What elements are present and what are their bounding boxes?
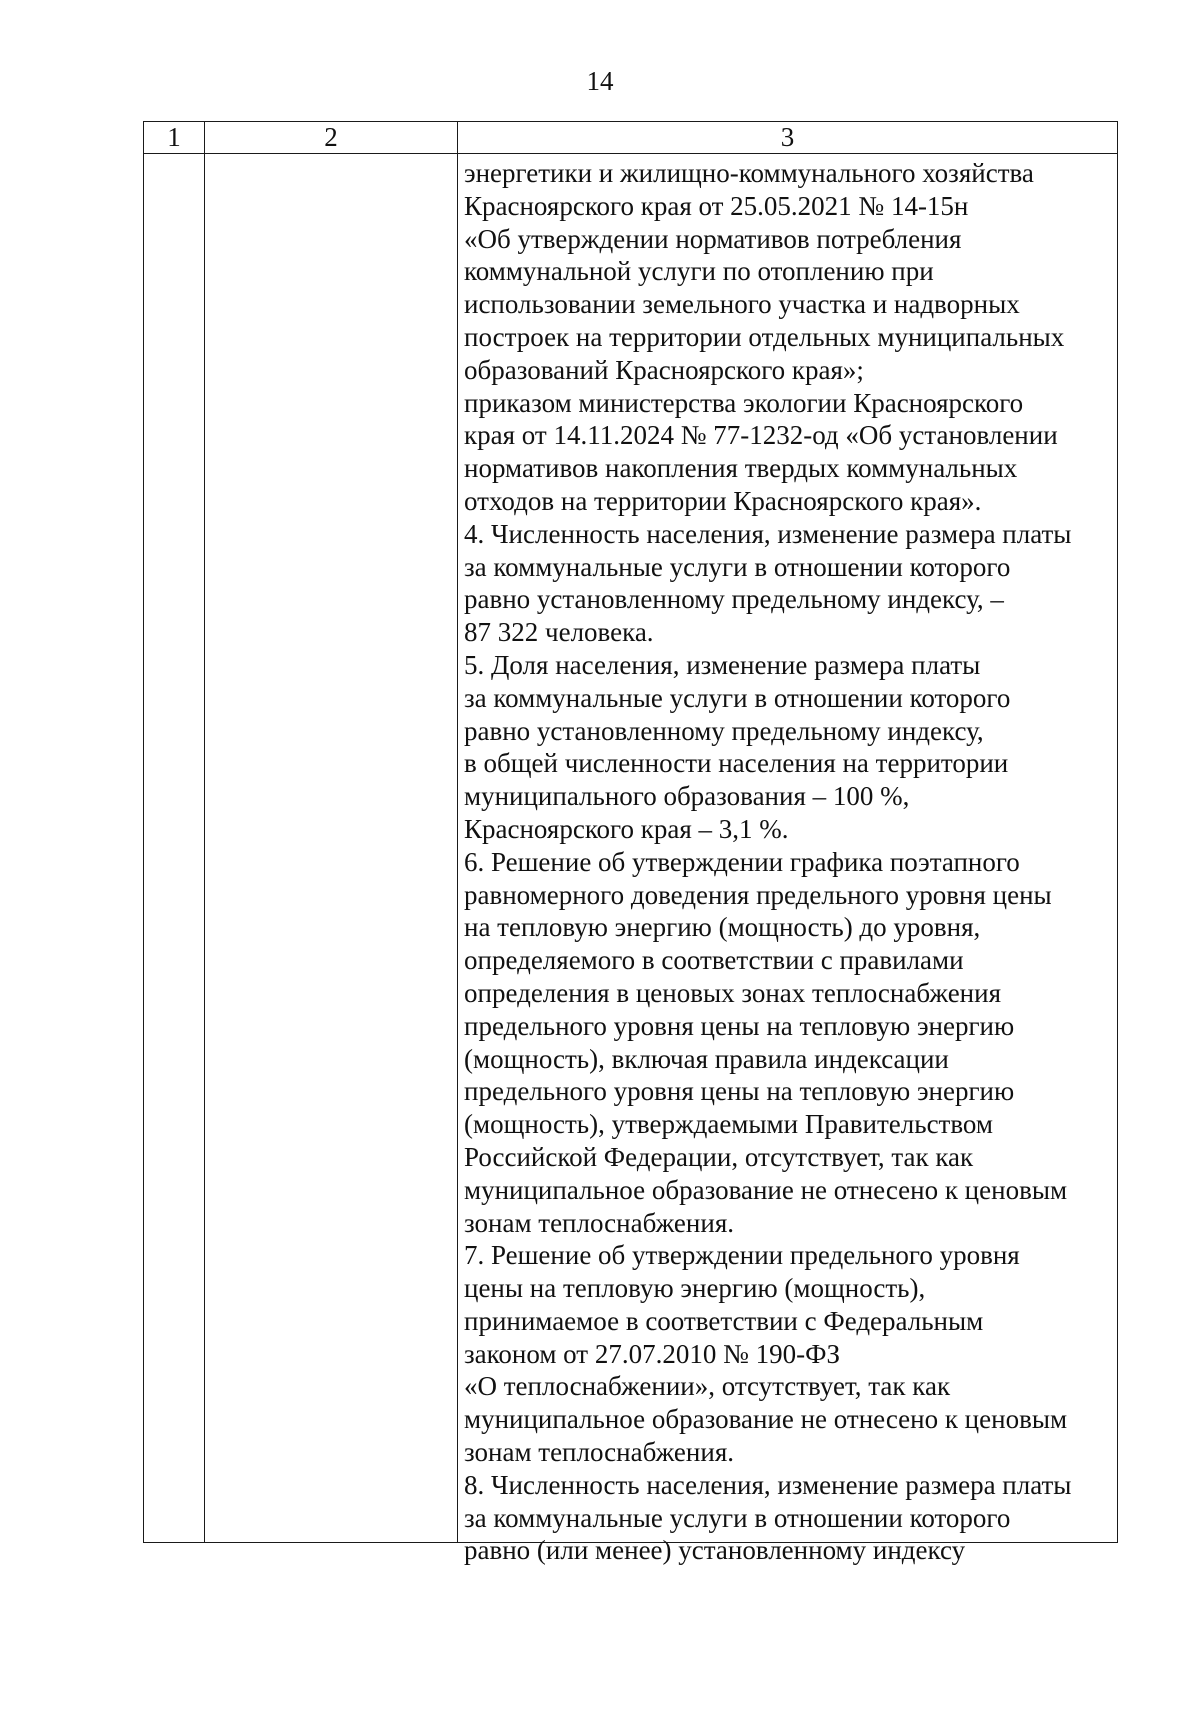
table-header-row	[144, 122, 1118, 154]
text-line: зонам теплоснабжения.	[464, 1207, 734, 1238]
text-line: приказом министерства экологии Красноярского	[464, 387, 1024, 418]
text-line: Красноярского края – 3,1 %.	[464, 813, 789, 844]
text-line: 5. Доля населения, изменение размера платы	[464, 649, 981, 680]
text-line: 6. Решение об утверждении графика поэтапного	[464, 846, 1020, 877]
text-line: за коммунальные услуги в отношении которого	[464, 551, 1011, 582]
text-line: предельного уровня цены на тепловую энергию	[464, 1010, 1015, 1041]
text-line: образований Красноярского края»;	[464, 354, 864, 385]
text-line: зонам теплоснабжения.	[464, 1437, 734, 1468]
text-line: коммунальной услуги по отоплению при	[464, 256, 934, 287]
text-line: использовании земельного участка и надворных	[464, 289, 1020, 320]
cell-col-2	[205, 154, 458, 1543]
text-line: цены на тепловую энергию (мощность),	[464, 1273, 926, 1304]
text-line: муниципальное образование не отнесено к ценовым	[464, 1174, 1068, 1205]
text-line: (мощность), включая правила индексации	[464, 1043, 949, 1074]
text-line: края от 14.11.2024 № 77-1232-од «Об установлении	[464, 420, 1058, 451]
text-line: 4. Численность населения, изменение размера платы	[464, 518, 1072, 549]
text-line: нормативов накопления твердых коммунальных	[464, 453, 1018, 484]
page-number: 14	[586, 66, 614, 96]
text-line: за коммунальные услуги в отношении которого	[464, 1502, 1011, 1533]
column-3-text	[458, 154, 1117, 1566]
text-line: в общей численности населения на территории	[464, 748, 1009, 779]
text-line: муниципального образования – 100 %,	[464, 781, 910, 812]
table-row	[144, 154, 1118, 1543]
text-line: Красноярского края от 25.05.2021 № 14-15н	[464, 190, 969, 221]
text-line: равномерного доведения предельного уровня цены	[464, 879, 1052, 910]
text-line: предельного уровня цены на тепловую энергию	[464, 1076, 1015, 1107]
text-line: принимаемое в соответствии с Федеральным	[464, 1305, 984, 1336]
text-line: 8. Численность населения, изменение размера платы	[464, 1469, 1072, 1500]
text-line: равно установленному предельному индексу,	[464, 715, 984, 746]
text-line: «О теплоснабжении», отсутствует, так как	[464, 1371, 951, 1402]
text-line: Российской Федерации, отсутствует, так как	[464, 1141, 974, 1172]
text-line: «Об утверждении нормативов потребления	[464, 223, 962, 254]
document-table	[143, 121, 1118, 1566]
text-line: законом от 27.07.2010 № 190-ФЗ	[464, 1338, 840, 1369]
text-line: равно (или менее) установленному индексу	[464, 1535, 966, 1566]
text-line: 87 322 человека.	[464, 617, 654, 648]
text-line: отходов на территории Красноярского края».	[464, 485, 982, 516]
text-line: равно установленному предельному индексу, –	[464, 584, 1004, 615]
header-col-1: 1	[144, 122, 205, 154]
text-line: 7. Решение об утверждении предельного уровня	[464, 1240, 1020, 1271]
cell-col-3	[458, 154, 1118, 1566]
text-line: на тепловую энергию (мощность) до уровня,	[464, 912, 981, 943]
header-col-3: 3	[458, 122, 1118, 154]
text-line: построек на территории отдельных муниципальных	[464, 321, 1065, 352]
header-col-2: 2	[205, 122, 458, 154]
text-line: за коммунальные услуги в отношении которого	[464, 682, 1011, 713]
text-line: (мощность), утверждаемыми Правительством	[464, 1109, 993, 1140]
text-line: муниципальное образование не отнесено к ценовым	[464, 1404, 1068, 1435]
text-line: определяемого в соответствии с правилами	[464, 945, 964, 976]
text-line: определения в ценовых зонах теплоснабжения	[464, 977, 1001, 1008]
text-line: энергетики и жилищно-коммунального хозяйства	[464, 158, 1034, 188]
cell-col-1	[144, 154, 205, 1543]
